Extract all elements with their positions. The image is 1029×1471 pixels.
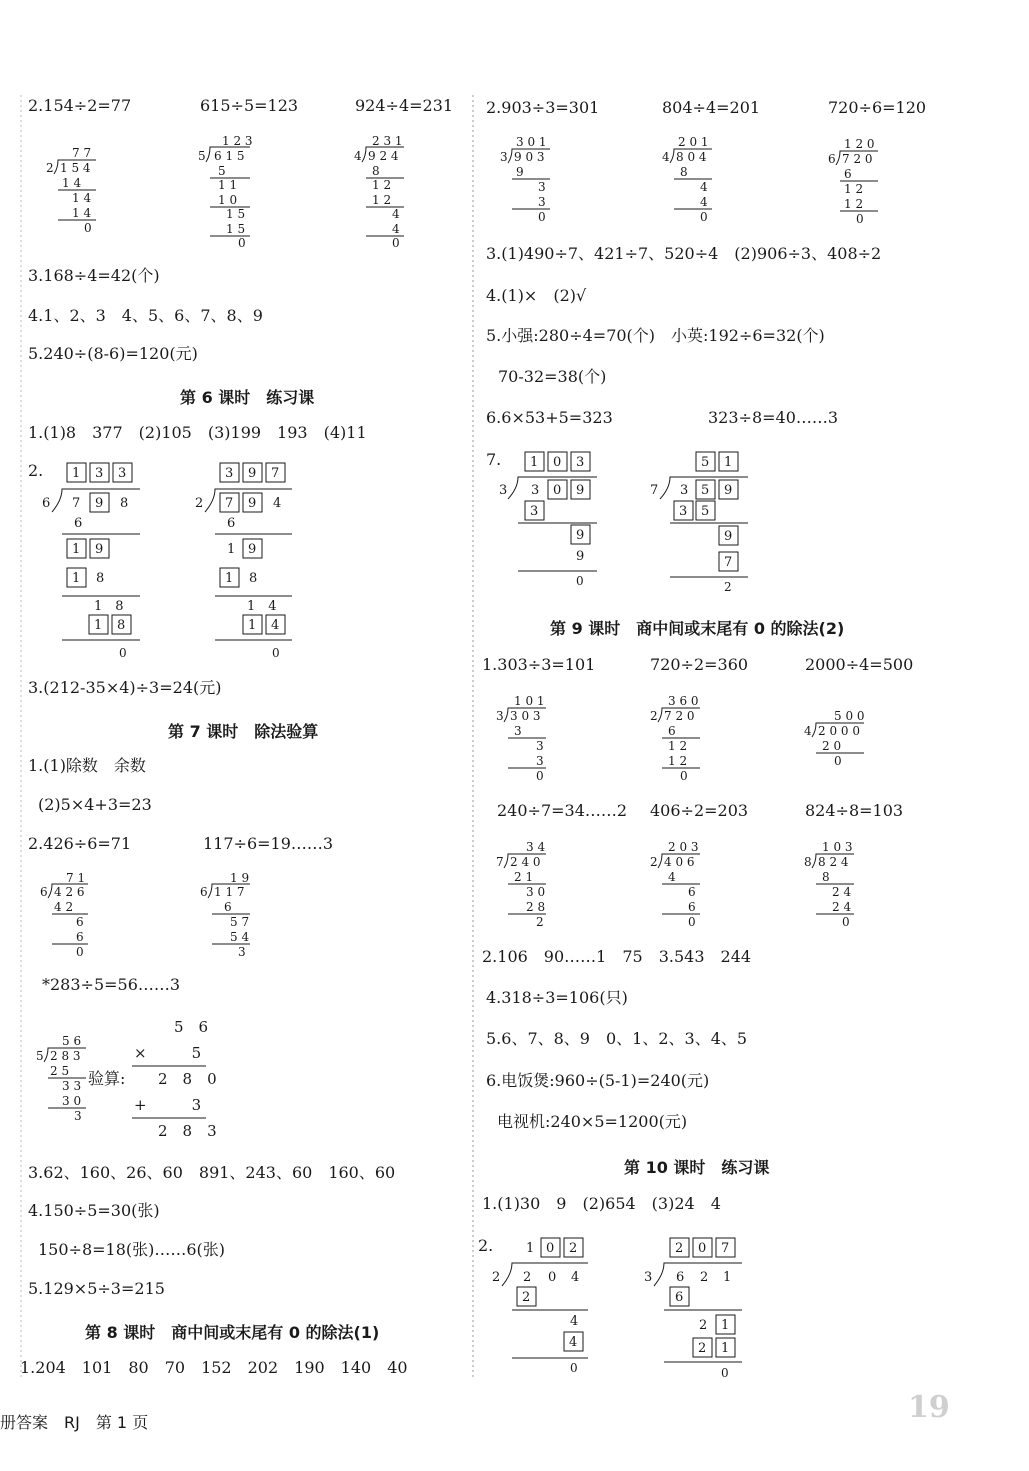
svg-text:3: 3 [74,1109,82,1123]
svg-text:3 6 0: 3 6 0 [668,694,699,708]
section-heading: 第 10 课时 练习课 [624,1158,770,1177]
svg-text:8: 8 [804,855,812,869]
boxed-division-359-by-7 [650,452,748,594]
page-number: 19 [908,1390,950,1425]
answer-line: 1.(1)8 377 (2)105 (3)199 193 (4)11 [28,423,367,442]
svg-text:0: 0 [392,236,400,250]
svg-text:4 2 6: 4 2 6 [54,885,85,899]
svg-text:2: 2 [698,1341,707,1356]
boxed-division-621-by-3 [644,1238,742,1380]
svg-text:8 0 4: 8 0 4 [676,150,707,164]
division-615-by-5 [198,134,253,250]
svg-text:3: 3 [644,1270,653,1285]
svg-text:3: 3 [576,455,585,470]
svg-text:4: 4 [392,222,400,236]
svg-text:0: 0 [536,769,544,783]
svg-text:3: 3 [536,754,544,768]
svg-text:8: 8 [372,164,380,178]
answer-line: 电视机:240×5=1200(元) [497,1112,688,1131]
svg-text:2: 2 [675,1241,684,1256]
svg-text:2: 2 [523,1270,532,1285]
svg-text:4: 4 [570,1314,579,1329]
answer-line: 240÷7=34……2 [497,801,628,820]
svg-text:9: 9 [248,542,257,557]
svg-text:0: 0 [272,646,280,660]
svg-text:7: 7 [650,483,659,498]
svg-text:0: 0 [119,646,127,660]
division-720-by-6 [828,137,878,226]
svg-text:9: 9 [248,466,257,481]
svg-text:× 5: × 5 [134,1044,202,1062]
svg-text:3: 3 [95,466,104,481]
boxed-division-204-by-2 [492,1238,588,1375]
division-303-by-3 [496,694,546,783]
svg-text:3 0 1: 3 0 1 [516,135,547,149]
svg-text:3: 3 [225,466,234,481]
svg-text:2: 2 [569,1241,578,1256]
svg-text:6: 6 [668,724,676,738]
svg-text:6: 6 [675,1290,684,1305]
svg-text:0: 0 [546,1241,555,1256]
svg-text:3 0: 3 0 [62,1094,82,1108]
answer-line: 1.303÷3=101 [482,655,596,674]
svg-text:1 9: 1 9 [230,871,250,885]
svg-text:0: 0 [698,1241,707,1256]
division-406-by-2 [650,840,700,929]
svg-text:2 8: 2 8 [526,900,546,914]
answer-line: 5.小强:280÷4=70(个) 小英:192÷6=32(个) [486,326,825,345]
svg-text:5: 5 [218,164,226,178]
svg-text:6: 6 [42,496,51,511]
division-903-by-3 [500,135,550,224]
svg-text:3: 3 [680,483,689,498]
svg-text:2: 2 [522,1290,531,1305]
svg-text:1 8: 1 8 [94,599,124,614]
svg-text:1: 1 [721,1318,730,1333]
answer-line: *283÷5=56……3 [42,975,181,994]
answer-line: 4.150÷5=30(张) [28,1201,160,1220]
svg-text:1 4: 1 4 [72,191,92,205]
svg-text:5 4: 5 4 [230,930,250,944]
svg-text:3: 3 [500,150,508,164]
svg-text:7 7: 7 7 [72,146,92,160]
svg-text:5 0 0: 5 0 0 [834,709,865,723]
svg-text:0: 0 [238,236,246,250]
svg-text:9: 9 [248,496,257,511]
svg-text:1: 1 [721,1341,730,1356]
answer-line: 3.(1)490÷7、421÷7、520÷4 (2)906÷3、408÷2 [486,244,882,263]
answer-line: 4.1、2、3 4、5、6、7、8、9 [28,306,263,325]
svg-text:1 4: 1 4 [62,176,82,190]
svg-text:0: 0 [834,754,842,768]
svg-text:2 0 1: 2 0 1 [678,135,709,149]
answer-line: (2)5×4+3=23 [38,795,152,814]
svg-text:3: 3 [499,483,508,498]
svg-text:0: 0 [721,1366,729,1380]
answer-line: 2000÷4=500 [805,655,914,674]
svg-text:1 2: 1 2 [372,178,392,192]
answer-line: 2.903÷3=301 [486,98,600,117]
svg-text:0: 0 [548,1270,557,1285]
answer-line: 720÷2=360 [650,655,749,674]
svg-text:3 0 3: 3 0 3 [510,709,541,723]
svg-text:8: 8 [117,618,126,633]
svg-text:6: 6 [200,885,208,899]
svg-text:3: 3 [679,504,688,519]
svg-text:7: 7 [72,496,81,511]
svg-text:9 2 4: 9 2 4 [368,149,399,163]
svg-text:2 8 0: 2 8 0 [158,1070,217,1088]
svg-text:2: 2 [492,1270,501,1285]
svg-text:5: 5 [198,149,206,163]
svg-text:2 5: 2 5 [50,1064,70,1078]
svg-text:6: 6 [688,885,696,899]
answer-line: 7. [486,450,502,469]
division-240-by-7 [496,840,546,929]
answer-line: 720÷6=120 [828,98,927,117]
svg-text:2: 2 [536,915,544,929]
svg-text:6: 6 [76,915,84,929]
answer-line: 2. [478,1236,494,1255]
svg-text:0: 0 [842,915,850,929]
svg-text:0: 0 [538,210,546,224]
svg-text:2 4: 2 4 [832,900,852,914]
svg-text:9: 9 [724,483,733,498]
svg-text:2 1: 2 1 [514,870,534,884]
answer-line: 3.(212-35×4)÷3=24(元) [28,678,222,697]
section-heading: 第 6 课时 练习课 [180,388,315,407]
svg-text:6: 6 [676,1270,685,1285]
svg-text:8: 8 [822,870,830,884]
svg-text:1: 1 [225,571,234,586]
svg-text:4: 4 [392,207,400,221]
verify-label: 验算: [88,1069,126,1088]
section-heading: 第 7 课时 除法验算 [168,722,319,741]
svg-text:3: 3 [538,195,546,209]
svg-text:1 2 0: 1 2 0 [844,137,875,151]
answer-line: 3.62、160、26、60 891、243、60 160、60 [28,1163,396,1182]
svg-text:4: 4 [662,150,670,164]
svg-text:1 0: 1 0 [218,193,238,207]
answer-line: 2.106 90……1 75 3.543 244 [482,947,752,966]
boxed-division-798-by-6 [42,463,140,660]
svg-text:8 2 4: 8 2 4 [818,855,849,869]
svg-text:6 1 5: 6 1 5 [214,149,245,163]
svg-text:9 0 3: 9 0 3 [514,150,545,164]
svg-text:9: 9 [95,496,104,511]
svg-text:7: 7 [225,496,234,511]
svg-text:1 2: 1 2 [668,754,688,768]
svg-text:6: 6 [844,167,852,181]
answer-line: 117÷6=19……3 [203,834,334,853]
svg-text:1 2: 1 2 [844,182,864,196]
svg-text:2: 2 [724,580,732,594]
svg-text:4 2: 4 2 [54,900,74,914]
svg-text:6: 6 [224,900,232,914]
answer-line: 5.240÷(8-6)=120(元) [28,344,198,363]
svg-text:7: 7 [271,466,280,481]
svg-text:9: 9 [576,528,585,543]
svg-text:3: 3 [496,709,504,723]
division-154-by-2 [46,146,96,235]
svg-text:1: 1 [724,455,733,470]
svg-text:1 5: 1 5 [226,207,246,221]
answer-line: 1.(1)除数 余数 [28,756,146,775]
svg-text:9: 9 [516,165,524,179]
svg-text:2 4 0: 2 4 0 [510,855,541,869]
svg-text:8: 8 [249,571,258,586]
answer-line: 2.426÷6=71 [28,834,132,853]
answer-line: 924÷4=231 [355,96,454,115]
answer-line: 70-32=38(个) [498,367,607,386]
division-117-by-6 [200,871,250,959]
answer-line: 615÷5=123 [200,96,299,115]
svg-text:2 0: 2 0 [822,739,842,753]
answer-line: 6.6×53+5=323 [486,408,613,427]
svg-text:+ 3: + 3 [134,1096,202,1114]
svg-text:5: 5 [36,1049,44,1063]
svg-text:6: 6 [40,885,48,899]
svg-text:1 5: 1 5 [226,222,246,236]
svg-text:2 3 1: 2 3 1 [372,134,403,148]
svg-text:0: 0 [570,1361,578,1375]
svg-text:3: 3 [531,483,540,498]
svg-text:9: 9 [724,529,733,544]
svg-text:2 8 3: 2 8 3 [158,1122,217,1140]
division-824-by-8 [804,840,854,929]
svg-text:6: 6 [227,516,236,531]
svg-text:5: 5 [701,455,710,470]
svg-text:1 2: 1 2 [844,197,864,211]
svg-text:1 2: 1 2 [668,739,688,753]
svg-text:3: 3 [238,945,246,959]
division-2000-by-4 [804,709,865,768]
boxed-division-309-by-3 [499,452,597,588]
svg-text:3: 3 [538,180,546,194]
answer-line: 824÷8=103 [805,801,904,820]
svg-text:3: 3 [530,504,539,519]
svg-text:1 4: 1 4 [72,206,92,220]
answer-line: 804÷4=201 [662,98,761,117]
svg-text:0: 0 [856,212,864,226]
svg-text:7 2 0: 7 2 0 [842,152,873,166]
boxed-division-794-by-2 [195,463,292,660]
svg-text:1: 1 [72,571,81,586]
svg-text:7: 7 [496,855,504,869]
svg-text:1 1: 1 1 [218,178,238,192]
answer-line: 5.129×5÷3=215 [28,1279,165,1298]
svg-text:6: 6 [76,930,84,944]
svg-text:6: 6 [828,152,836,166]
svg-text:1 4: 1 4 [247,599,277,614]
footer-label: 册答案 RJ 第 1 页 [0,1413,149,1432]
svg-text:4: 4 [569,1335,578,1350]
svg-text:7 2 0: 7 2 0 [664,709,695,723]
svg-text:1: 1 [72,466,81,481]
answer-line: 4.318÷3=106(只) [486,988,628,1007]
svg-text:8: 8 [120,496,129,511]
division-924-by-4 [354,134,404,250]
svg-text:9: 9 [576,483,585,498]
svg-text:6: 6 [74,516,83,531]
answer-line: 150÷8=18(张)……6(张) [38,1240,226,1259]
svg-text:4: 4 [273,496,282,511]
svg-text:9: 9 [576,549,585,564]
svg-text:1: 1 [526,1241,535,1256]
svg-text:1 0 1: 1 0 1 [514,694,545,708]
answer-line: 406÷2=203 [650,801,749,820]
svg-text:4: 4 [354,149,362,163]
svg-text:5: 5 [701,504,710,519]
svg-text:4 0 6: 4 0 6 [664,855,695,869]
svg-text:1 0 3: 1 0 3 [822,840,853,854]
svg-text:5 6: 5 6 [62,1034,82,1048]
svg-text:7: 7 [721,1241,730,1256]
answer-line: 1.204 101 80 70 152 202 190 140 40 [20,1358,408,1377]
svg-text:1: 1 [227,542,236,557]
answer-line: 4.(1)× (2)√ [486,286,587,305]
svg-text:6: 6 [688,900,696,914]
svg-text:2: 2 [195,496,204,511]
svg-text:1: 1 [723,1270,732,1285]
svg-text:2: 2 [699,1318,708,1333]
svg-text:2: 2 [700,1270,709,1285]
svg-text:3 4: 3 4 [526,840,546,854]
svg-text:0: 0 [553,455,562,470]
svg-text:5: 5 [701,483,710,498]
svg-text:0: 0 [553,483,562,498]
svg-text:4: 4 [271,618,280,633]
svg-text:2: 2 [650,709,658,723]
svg-text:2 0 0 0: 2 0 0 0 [818,724,860,738]
svg-text:9: 9 [95,542,104,557]
division-426-by-6 [40,871,88,959]
svg-text:7: 7 [724,555,733,570]
svg-text:1 5 4: 1 5 4 [60,161,91,175]
answer-line: 323÷8=40……3 [708,408,839,427]
answer-line: 6.电饭煲:960÷(5-1)=240(元) [486,1071,710,1090]
answer-line: 2. [28,461,44,480]
svg-text:8: 8 [680,165,688,179]
svg-text:3 3: 3 3 [62,1079,82,1093]
svg-text:1: 1 [72,542,81,557]
svg-text:3 0: 3 0 [526,885,546,899]
answer-line: 1.(1)30 9 (2)654 (3)24 4 [482,1194,721,1213]
svg-text:8: 8 [96,571,105,586]
verification-work [132,1018,217,1140]
svg-text:0: 0 [76,945,84,959]
svg-text:0: 0 [700,210,708,224]
answer-line: 2.154÷2=77 [28,96,132,115]
section-heading: 第 9 课时 商中间或末尾有 0 的除法(2) [550,619,845,638]
svg-text:1 2 3: 1 2 3 [222,134,253,148]
svg-text:2 8 3: 2 8 3 [50,1049,81,1063]
svg-text:2: 2 [46,161,54,175]
svg-text:1 1 7: 1 1 7 [214,885,245,899]
svg-text:2: 2 [650,855,658,869]
answer-line: 5.6、7、8、9 0、1、2、3、4、5 [486,1029,748,1048]
svg-text:1: 1 [94,618,103,633]
svg-text:0: 0 [680,769,688,783]
svg-text:7 1: 7 1 [66,871,86,885]
division-720-by-2 [650,694,700,783]
svg-text:2 0 3: 2 0 3 [668,840,699,854]
svg-text:4: 4 [804,724,812,738]
svg-text:0: 0 [576,574,584,588]
svg-text:4: 4 [700,180,708,194]
svg-text:3: 3 [536,739,544,753]
svg-text:5 7: 5 7 [230,915,250,929]
answer-line: 3.168÷4=42(个) [28,266,160,285]
division-283-by-5 [36,1034,86,1123]
svg-text:1 2: 1 2 [372,193,392,207]
svg-text:4: 4 [700,195,708,209]
svg-text:0: 0 [688,915,696,929]
svg-text:4: 4 [668,870,676,884]
division-804-by-4 [662,135,712,224]
svg-text:4: 4 [571,1270,580,1285]
svg-text:1: 1 [530,455,539,470]
svg-text:3: 3 [514,724,522,738]
svg-text:5 6: 5 6 [174,1018,209,1036]
svg-text:0: 0 [84,221,92,235]
svg-text:3: 3 [118,466,127,481]
section-heading: 第 8 课时 商中间或末尾有 0 的除法(1) [85,1323,380,1342]
svg-text:1: 1 [248,618,257,633]
svg-text:2 4: 2 4 [832,885,852,899]
